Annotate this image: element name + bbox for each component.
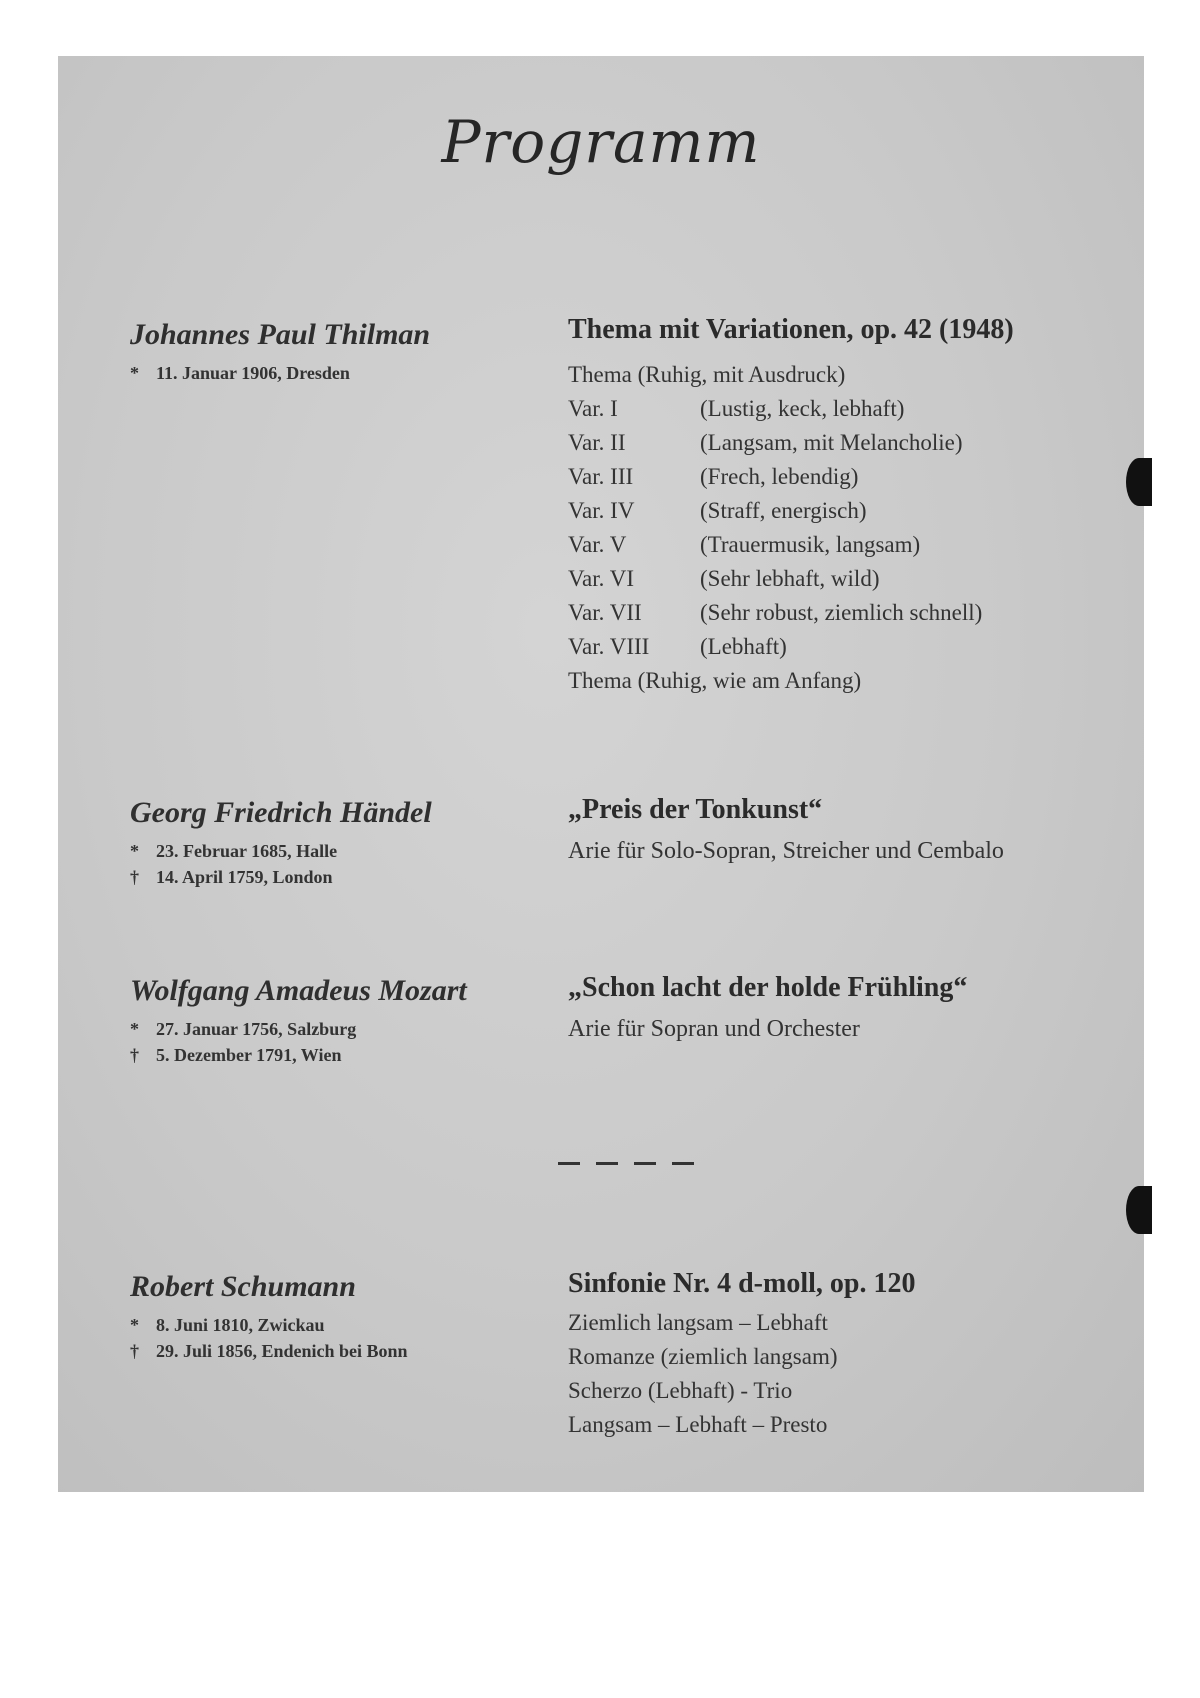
work-block: [568, 1268, 1138, 1442]
death-symbol: †: [130, 1341, 139, 1361]
death-line: [130, 1042, 550, 1068]
movement-text: (Straff, energisch): [700, 498, 867, 523]
movement-item: [568, 426, 1138, 460]
movement-text: (Sehr lebhaft, wild): [700, 566, 880, 591]
birth-line: [130, 1016, 550, 1042]
movement-text: (Frech, lebendig): [700, 464, 859, 489]
movement-label: Var. II: [568, 430, 626, 455]
composer-dates: [130, 838, 550, 890]
birth-date: 11. Januar 1906, Dresden: [156, 363, 350, 383]
movement-item: [568, 562, 1138, 596]
movement-item: [568, 494, 1138, 528]
movement-item: Romanze (ziemlich langsam): [568, 1344, 838, 1369]
work-title: „Schon lacht der holde Frühling“: [568, 972, 968, 1003]
movement-list: [568, 1306, 1138, 1442]
composer-block: [130, 318, 550, 386]
movement-label: Var. V: [568, 532, 627, 557]
movement-label: Var. VI: [568, 566, 635, 591]
divider-dash: [634, 1162, 656, 1165]
birth-symbol: *: [130, 363, 139, 383]
movement-text: (Langsam, mit Melancholie): [700, 430, 963, 455]
movement-label: Thema: [568, 668, 632, 693]
death-symbol: †: [130, 1045, 139, 1065]
composer-name: Wolfgang Amadeus Mozart: [130, 974, 467, 1007]
movement-item: [568, 528, 1138, 562]
death-date: 5. Dezember 1791, Wien: [156, 1045, 342, 1065]
movement-label: Var. VIII: [568, 634, 650, 659]
composer-dates: [130, 360, 550, 386]
movement-item: [568, 460, 1138, 494]
movement-text: (Trauermusik, langsam): [700, 532, 921, 557]
section-divider: [558, 1162, 694, 1165]
movement-text: (Sehr robust, ziemlich schnell): [700, 600, 983, 625]
work-title: „Preis der Tonkunst“: [568, 794, 823, 825]
program-page: [58, 56, 1144, 1492]
birth-line: [130, 1312, 550, 1338]
movement-item: [568, 596, 1138, 630]
movement-item: [568, 664, 1138, 698]
death-date: 14. April 1759, London: [156, 867, 333, 887]
punch-hole: [1126, 1186, 1152, 1234]
death-date: 29. Juli 1856, Endenich bei Bonn: [156, 1341, 408, 1361]
composer-block: [130, 1270, 550, 1364]
work-block: [568, 794, 1138, 865]
composer-block: [130, 796, 550, 890]
work-subtitle: Arie für Solo-Sopran, Streicher und Cembalo: [568, 838, 1004, 864]
composer-dates: [130, 1016, 550, 1068]
composer-name: Georg Friedrich Händel: [130, 796, 432, 829]
composer-block: [130, 974, 550, 1068]
movement-label: Var. III: [568, 464, 634, 489]
death-line: [130, 1338, 550, 1364]
work-title: Thema mit Variationen, op. 42 (1948): [568, 314, 1014, 345]
composer-name: Robert Schumann: [130, 1270, 356, 1303]
birth-date: 8. Juni 1810, Zwickau: [156, 1315, 325, 1335]
movement-label: Var. I: [568, 396, 618, 421]
divider-dash: [558, 1162, 580, 1165]
birth-symbol: *: [130, 1019, 139, 1039]
punch-hole: [1126, 458, 1152, 506]
movement-item: [568, 358, 1138, 392]
work-subtitle: Arie für Sopran und Orchester: [568, 1016, 860, 1042]
movement-label: Thema: [568, 362, 632, 387]
movement-item: [568, 630, 1138, 664]
divider-dash: [672, 1162, 694, 1165]
work-title: Sinfonie Nr. 4 d-moll, op. 120: [568, 1268, 916, 1299]
death-line: [130, 864, 550, 890]
birth-line: [130, 360, 550, 386]
birth-symbol: *: [130, 1315, 139, 1335]
movement-label: Var. VII: [568, 600, 642, 625]
movement-text: (Lebhaft): [700, 634, 787, 659]
movement-text: (Lustig, keck, lebhaft): [700, 396, 905, 421]
movement-text: (Ruhig, wie am Anfang): [637, 668, 862, 693]
page-title: Programm: [441, 108, 761, 176]
work-block: [568, 972, 1138, 1043]
birth-symbol: *: [130, 841, 139, 861]
birth-date: 23. Februar 1685, Halle: [156, 841, 338, 861]
movement-text: (Ruhig, mit Ausdruck): [637, 362, 846, 387]
movement-item: Ziemlich langsam – Lebhaft: [568, 1310, 828, 1335]
movement-item: [568, 392, 1138, 426]
birth-date: 27. Januar 1756, Salzburg: [156, 1019, 357, 1039]
movement-item: Scherzo (Lebhaft) - Trio: [568, 1378, 793, 1403]
composer-dates: [130, 1312, 550, 1364]
divider-dash: [596, 1162, 618, 1165]
movement-list: [568, 358, 1138, 698]
composer-name: Johannes Paul Thilman: [130, 318, 431, 351]
movement-item: Langsam – Lebhaft – Presto: [568, 1412, 828, 1437]
birth-line: [130, 838, 550, 864]
work-block: [568, 314, 1138, 698]
movement-label: Var. IV: [568, 498, 635, 523]
death-symbol: †: [130, 867, 139, 887]
